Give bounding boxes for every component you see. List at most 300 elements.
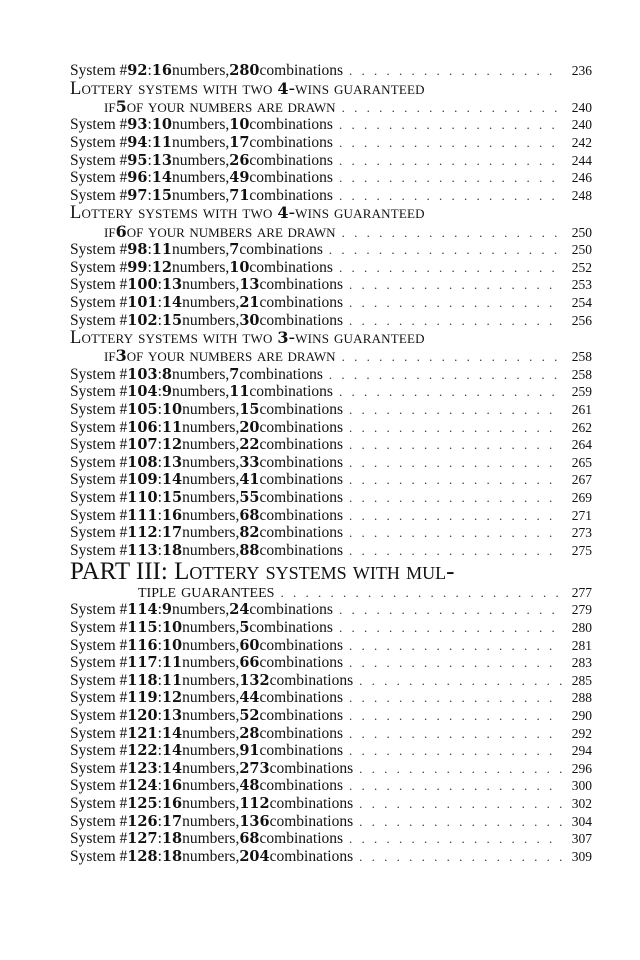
toc-system-entry[interactable]	[70, 312, 592, 330]
colon-sep: :	[157, 436, 162, 454]
numbers-count: 12	[161, 689, 183, 707]
system-number: 113	[127, 541, 158, 559]
combinations-label: combinations	[259, 777, 344, 795]
numbers-label: numbers,	[182, 671, 240, 689]
colon-sep: :	[147, 169, 152, 187]
dot-leader	[339, 619, 562, 637]
part-title-line-2	[70, 582, 592, 601]
colon-sep: :	[147, 62, 152, 79]
colon-sep: :	[157, 689, 162, 707]
combinations-count: 136	[239, 812, 270, 830]
combinations-count: 48	[239, 777, 260, 795]
colon-sep: :	[147, 116, 152, 134]
section-title-part: Lottery systems with two	[70, 78, 278, 99]
page-number: 248	[571, 187, 592, 203]
numbers-count: 10	[161, 636, 183, 654]
system-number: 105	[127, 401, 158, 419]
numbers-count: 15	[151, 186, 172, 204]
toc-system-entry[interactable]	[70, 637, 592, 655]
section-title-line-1	[70, 204, 592, 222]
dot-leader	[349, 489, 562, 507]
combinations-count: 30	[239, 311, 260, 329]
combinations-count: 55	[239, 489, 260, 507]
combinations-label: combinations	[259, 453, 344, 471]
colon-sep: :	[157, 654, 162, 672]
combinations-label: combinations	[259, 418, 344, 436]
system-label: System #	[70, 619, 128, 636]
page-number: 273	[571, 525, 592, 541]
colon-sep: :	[157, 524, 162, 542]
combinations-count: 112	[239, 794, 270, 812]
numbers-label: numbers,	[171, 241, 230, 259]
dot-leader	[349, 689, 562, 707]
toc-system-entry[interactable]	[70, 742, 592, 760]
toc-system-entry[interactable]	[70, 419, 592, 437]
colon-sep: :	[157, 636, 162, 654]
page-number: 258	[571, 349, 592, 365]
combinations-label: combinations	[269, 759, 354, 777]
toc-system-entry[interactable]	[70, 777, 592, 795]
page-number: 252	[571, 259, 592, 275]
combinations-label: combinations	[259, 311, 344, 329]
page-number: 250	[571, 224, 592, 240]
numbers-count: 8	[161, 365, 172, 383]
system-number: 111	[127, 506, 158, 524]
colon-sep: :	[157, 742, 162, 760]
dot-leader	[349, 312, 562, 330]
numbers-count: 11	[161, 418, 183, 436]
drawn-count: 6	[115, 221, 127, 241]
page-number: 285	[571, 672, 592, 688]
numbers-label: numbers,	[171, 62, 230, 79]
numbers-label: numbers,	[171, 169, 230, 187]
numbers-label: numbers,	[171, 383, 230, 401]
dot-leader	[349, 294, 562, 312]
toc-system-entry[interactable]	[70, 116, 592, 134]
drawn-count: 3	[115, 346, 127, 366]
combinations-count: 5	[239, 619, 250, 636]
combinations-count: 60	[239, 636, 260, 654]
system-number: 106	[127, 418, 158, 436]
numbers-count: 13	[151, 151, 172, 169]
numbers-count: 12	[151, 258, 172, 276]
toc-system-entry[interactable]	[70, 454, 592, 472]
numbers-label: numbers,	[182, 636, 240, 654]
section-title-line-1	[70, 329, 592, 347]
combinations-count: 7	[229, 241, 240, 259]
numbers-count: 18	[161, 541, 183, 559]
system-label: System #	[70, 383, 128, 401]
combinations-label: combinations	[269, 847, 354, 865]
system-label: System #	[70, 258, 128, 276]
dot-leader	[359, 813, 562, 831]
combinations-label: combinations	[259, 636, 344, 654]
combinations-label: combinations	[249, 116, 333, 134]
toc-system-entry[interactable]	[70, 619, 592, 637]
section-title-part: of your numbers are drawn	[126, 96, 336, 117]
page-number: 240	[571, 117, 592, 133]
numbers-count: 14	[161, 742, 183, 760]
system-label: System #	[70, 706, 128, 724]
combinations-label: combinations	[259, 689, 344, 707]
dot-leader	[349, 454, 562, 472]
system-label: System #	[70, 812, 128, 830]
system-number: 122	[127, 742, 158, 760]
colon-sep: :	[157, 759, 162, 777]
system-label: System #	[70, 671, 128, 689]
dot-leader	[349, 471, 562, 489]
numbers-label: numbers,	[182, 418, 240, 436]
toc-system-entry[interactable]	[70, 259, 592, 277]
toc-section-heading[interactable]	[70, 80, 592, 117]
combinations-label: combinations	[249, 619, 333, 636]
page-number: 246	[571, 170, 592, 186]
system-label: System #	[70, 759, 128, 777]
colon-sep: :	[147, 186, 152, 204]
table-of-contents	[70, 62, 592, 865]
dot-leader	[359, 848, 562, 866]
numbers-label: numbers,	[182, 759, 240, 777]
combinations-count: 15	[239, 401, 260, 419]
numbers-count: 18	[161, 847, 183, 865]
toc-system-entry[interactable]	[70, 383, 592, 401]
page-number: 283	[571, 655, 592, 671]
combinations-label: combinations	[259, 401, 344, 419]
combinations-label: combinations	[259, 436, 344, 454]
page-number: 275	[571, 542, 592, 558]
system-label: System #	[70, 151, 128, 169]
combinations-label: combinations	[259, 742, 344, 760]
page-number: 300	[571, 778, 592, 794]
combinations-label: combinations	[259, 506, 344, 524]
combinations-count: 28	[239, 724, 260, 742]
dot-leader	[342, 224, 562, 242]
page-number: 302	[571, 795, 592, 811]
system-number: 125	[127, 794, 158, 812]
system-label: System #	[70, 777, 128, 795]
system-label: System #	[70, 794, 128, 812]
toc-system-entry[interactable]	[70, 152, 592, 170]
page-number: 250	[571, 242, 592, 258]
colon-sep: :	[157, 777, 162, 795]
toc-system-entry[interactable]	[70, 795, 592, 813]
combinations-count: 273	[239, 759, 270, 777]
toc-system-entry[interactable]	[70, 401, 592, 419]
numbers-count: 13	[161, 276, 183, 294]
numbers-label: numbers,	[182, 847, 240, 865]
page-number: 288	[571, 690, 592, 706]
system-number: 107	[127, 436, 158, 454]
toc-system-entry[interactable]	[70, 542, 592, 560]
combinations-count: 44	[239, 689, 260, 707]
system-label: System #	[70, 186, 128, 204]
colon-sep: :	[147, 133, 152, 151]
system-number: 100	[127, 276, 158, 294]
toc-system-entry[interactable]	[70, 813, 592, 831]
toc-system-entry[interactable]	[70, 436, 592, 454]
combinations-count: 132	[239, 671, 270, 689]
system-label: System #	[70, 436, 128, 454]
dot-leader	[349, 777, 562, 795]
combinations-count: 52	[239, 706, 260, 724]
system-label: System #	[70, 541, 128, 559]
colon-sep: :	[147, 241, 152, 259]
numbers-count: 10	[161, 401, 183, 419]
dot-leader	[349, 707, 562, 725]
toc-system-entry[interactable]	[70, 672, 592, 690]
numbers-count: 14	[161, 293, 183, 311]
section-title-part: Lottery systems with two	[70, 328, 278, 349]
toc-system-entry[interactable]	[70, 760, 592, 778]
toc-system-entry[interactable]	[70, 134, 592, 152]
section-title-part: of your numbers are drawn	[126, 221, 336, 242]
toc-system-entry[interactable]	[70, 366, 592, 384]
combinations-label: combinations	[259, 654, 344, 672]
section-title-part: Lottery systems with two	[70, 203, 278, 224]
colon-sep: :	[147, 258, 152, 276]
combinations-label: combinations	[249, 601, 333, 619]
section-title-line-2	[70, 347, 592, 365]
dot-leader	[359, 795, 562, 813]
numbers-count: 16	[161, 794, 183, 812]
numbers-count: 11	[151, 133, 172, 151]
dot-leader	[339, 383, 562, 401]
numbers-label: numbers,	[182, 619, 240, 636]
combinations-count: 11	[229, 383, 250, 401]
dot-leader	[339, 169, 562, 187]
combinations-label: combinations	[269, 671, 354, 689]
win-count: 3	[277, 328, 289, 348]
colon-sep: :	[157, 418, 162, 436]
system-label: System #	[70, 418, 128, 436]
numbers-count: 16	[161, 777, 183, 795]
toc-section-heading[interactable]	[70, 329, 592, 366]
numbers-label: numbers,	[182, 401, 240, 419]
toc-system-entry[interactable]	[70, 169, 592, 187]
toc-system-entry[interactable]	[70, 241, 592, 259]
combinations-count: 204	[239, 847, 270, 865]
win-count: 4	[277, 78, 289, 98]
system-number: 92	[127, 62, 148, 79]
system-label: System #	[70, 365, 128, 383]
numbers-label: numbers,	[182, 506, 240, 524]
numbers-label: numbers,	[171, 151, 230, 169]
page-number: 269	[571, 490, 592, 506]
numbers-label: numbers,	[182, 541, 240, 559]
combinations-count: 88	[239, 541, 260, 559]
combinations-count: 20	[239, 418, 260, 436]
system-label: System #	[70, 724, 128, 742]
colon-sep: :	[157, 383, 162, 401]
page-number: 309	[571, 848, 592, 864]
numbers-count: 16	[151, 62, 172, 79]
colon-sep: :	[157, 706, 162, 724]
section-title-part: if	[104, 221, 116, 242]
colon-sep: :	[157, 671, 162, 689]
system-number: 99	[127, 258, 148, 276]
dot-leader	[339, 152, 562, 170]
colon-sep: :	[157, 401, 162, 419]
numbers-label: numbers,	[182, 777, 240, 795]
combinations-label: combinations	[259, 706, 344, 724]
colon-sep: :	[157, 311, 162, 329]
combinations-count: 22	[239, 436, 260, 454]
system-label: System #	[70, 847, 128, 865]
combinations-label: combinations	[259, 276, 344, 294]
dot-leader	[349, 419, 562, 437]
numbers-label: numbers,	[182, 812, 240, 830]
page-number: 279	[571, 602, 592, 618]
dot-leader	[339, 134, 562, 152]
combinations-count: 66	[239, 654, 260, 672]
numbers-count: 15	[161, 311, 183, 329]
part-title-line-1: PART III: Lottery systems with mul-	[70, 558, 455, 586]
numbers-label: numbers,	[171, 186, 230, 204]
numbers-count: 10	[151, 116, 172, 134]
toc-system-entry[interactable]	[70, 276, 592, 294]
system-number: 120	[127, 706, 158, 724]
numbers-label: numbers,	[182, 489, 240, 507]
dot-leader	[359, 672, 562, 690]
system-number: 98	[127, 241, 148, 259]
numbers-count: 14	[161, 724, 183, 742]
numbers-count: 15	[161, 489, 183, 507]
combinations-count: 21	[239, 293, 260, 311]
toc-system-entry[interactable]	[70, 725, 592, 743]
system-number: 108	[127, 453, 158, 471]
toc-system-entry[interactable]	[70, 830, 592, 848]
toc-system-entry[interactable]	[70, 294, 592, 312]
numbers-label: numbers,	[182, 471, 240, 489]
numbers-label: numbers,	[182, 311, 240, 329]
page-number: 280	[571, 620, 592, 635]
dot-leader	[349, 542, 562, 560]
toc-system-entry[interactable]	[70, 707, 592, 725]
toc-part-heading[interactable]	[70, 558, 592, 603]
system-label: System #	[70, 276, 128, 294]
toc-system-entry[interactable]	[70, 471, 592, 489]
colon-sep: :	[157, 541, 162, 559]
section-title-part: if	[104, 346, 116, 367]
numbers-count: 11	[151, 241, 172, 259]
combinations-label: combinations	[259, 830, 344, 848]
system-label: System #	[70, 453, 128, 471]
system-label: System #	[70, 830, 128, 848]
colon-sep: :	[147, 151, 152, 169]
colon-sep: :	[157, 293, 162, 311]
combinations-label: combinations	[249, 258, 333, 276]
colon-sep: :	[157, 489, 162, 507]
dot-leader	[359, 760, 562, 778]
toc-system-entry[interactable]	[70, 187, 592, 205]
page-number: 258	[571, 366, 592, 382]
numbers-label: numbers,	[182, 689, 240, 707]
combinations-label: combinations	[249, 151, 333, 169]
system-number: 95	[127, 151, 148, 169]
section-title-part: of your numbers are drawn	[126, 346, 336, 367]
toc-section-heading[interactable]	[70, 204, 592, 241]
toc-system-entry[interactable]	[70, 507, 592, 525]
numbers-label: numbers,	[182, 724, 240, 742]
page-number: 240	[571, 99, 592, 115]
toc-system-entry[interactable]	[70, 689, 592, 707]
combinations-count: 17	[229, 133, 250, 151]
dot-leader	[349, 436, 562, 454]
numbers-label: numbers,	[171, 133, 230, 151]
combinations-count: 91	[239, 742, 260, 760]
system-label: System #	[70, 471, 128, 489]
system-label: System #	[70, 116, 128, 134]
combinations-label: combinations	[269, 794, 354, 812]
page-number: 254	[571, 294, 592, 310]
system-number: 117	[127, 654, 158, 672]
combinations-label: combinations	[239, 365, 323, 383]
dot-leader	[349, 276, 562, 294]
numbers-count: 11	[161, 654, 183, 672]
system-label: System #	[70, 689, 128, 707]
toc-system-entry[interactable]	[70, 654, 592, 672]
page-number: 271	[571, 507, 592, 523]
combinations-label: combinations	[259, 62, 344, 79]
combinations-count: 7	[229, 365, 240, 383]
page-number: 256	[571, 312, 592, 328]
combinations-count: 33	[239, 453, 260, 471]
combinations-count: 280	[229, 62, 260, 79]
system-number: 124	[127, 777, 158, 795]
page-number: 253	[571, 277, 592, 293]
dot-leader	[349, 507, 562, 525]
system-number: 119	[127, 689, 158, 707]
system-number: 114	[127, 601, 158, 619]
combinations-count: 68	[239, 506, 260, 524]
numbers-count: 17	[161, 524, 183, 542]
system-label: System #	[70, 169, 128, 187]
dot-leader	[342, 99, 562, 117]
toc-system-entry[interactable]	[70, 601, 592, 619]
page-number: 294	[571, 743, 592, 759]
toc-system-entry[interactable]	[70, 524, 592, 542]
system-number: 116	[127, 636, 158, 654]
numbers-label: numbers,	[182, 276, 240, 294]
page-number: 307	[571, 831, 592, 847]
system-label: System #	[70, 311, 128, 329]
combinations-label: combinations	[249, 133, 333, 151]
dot-leader	[349, 725, 562, 743]
combinations-count: 68	[239, 830, 260, 848]
system-number: 115	[127, 619, 158, 636]
section-title-line-2	[70, 98, 592, 116]
combinations-count: 41	[239, 471, 260, 489]
system-number: 127	[127, 830, 158, 848]
combinations-label: combinations	[259, 293, 344, 311]
numbers-count: 12	[161, 436, 183, 454]
system-number: 126	[127, 812, 158, 830]
dot-leader	[339, 116, 562, 134]
toc-system-entry[interactable]	[70, 62, 592, 80]
colon-sep: :	[157, 794, 162, 812]
page-number: 292	[571, 725, 592, 741]
combinations-label: combinations	[249, 169, 333, 187]
colon-sep: :	[157, 619, 162, 636]
system-number: 112	[127, 524, 158, 542]
combinations-label: combinations	[259, 524, 344, 542]
page-number: 242	[571, 134, 592, 150]
toc-system-entry[interactable]	[70, 848, 592, 866]
numbers-count: 9	[161, 383, 172, 401]
toc-system-entry[interactable]	[70, 489, 592, 507]
section-title-part: -wins guaranteed	[288, 328, 425, 349]
numbers-count: 14	[161, 759, 183, 777]
